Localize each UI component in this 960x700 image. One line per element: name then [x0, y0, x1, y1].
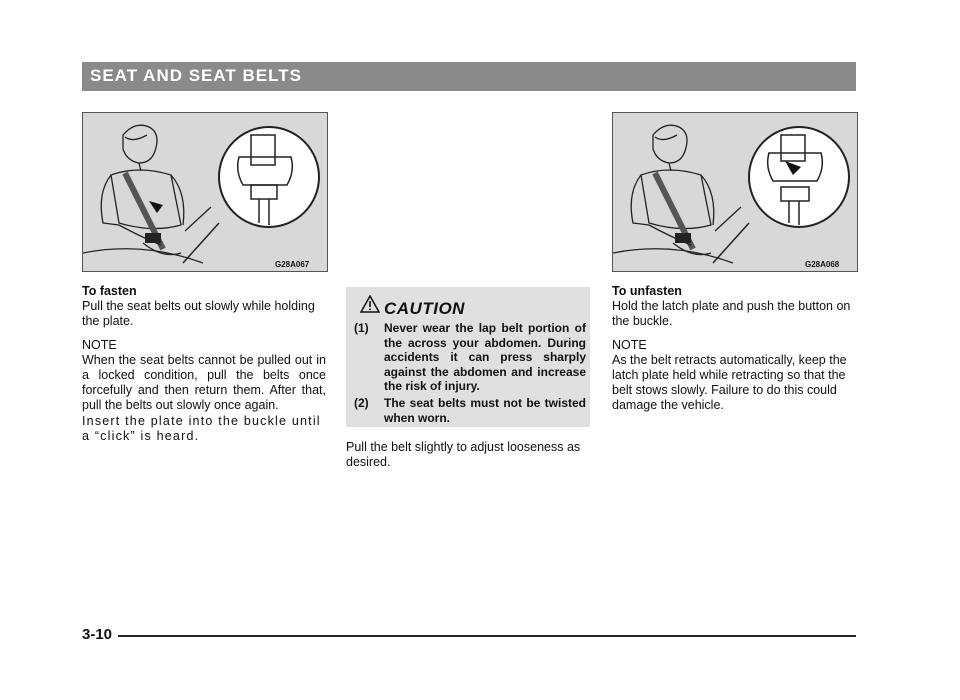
- fasten-intro: Pull the seat belts out slowly while holding the plate.: [82, 299, 315, 329]
- figure-code: G28A067: [275, 260, 310, 269]
- section-title: SEAT AND SEAT BELTS: [90, 66, 302, 85]
- caution-list: [354, 321, 586, 427]
- fasten-note-text: When the seat belts cannot be pulled out in a locked condition, pull the belts once forcefully and then return them. After that, pull the belts out slowly once again.: [82, 352, 326, 413]
- footer-rule: [118, 635, 856, 637]
- caution-item-text: The seat belts must not be twisted when worn.: [384, 395, 586, 425]
- caution-item-number: (1): [354, 321, 369, 335]
- warning-triangle-icon: [360, 295, 380, 313]
- seat-belt-unfasten-illustration-icon: [613, 113, 857, 271]
- unfasten-note-label: NOTE: [612, 337, 647, 352]
- page-number: 3-10: [82, 626, 113, 643]
- adjust-text: Pull the belt slightly to adjust looseness as desired.: [346, 440, 581, 470]
- figure-fasten: [82, 112, 328, 272]
- caution-item-number: (2): [354, 395, 369, 410]
- caution-item: [354, 396, 586, 425]
- unfasten-note-text: As the belt retracts automatically, keep the latch plate held while retracting so that the belt stows slowly. Failure to do this could damage the vehicle.: [612, 352, 847, 413]
- caution-title: CAUTION: [384, 299, 465, 318]
- caution-box: [346, 287, 590, 427]
- figure-code: G28A068: [805, 260, 840, 269]
- seat-belt-fasten-illustration-icon: [83, 113, 327, 271]
- unfasten-intro: Hold the latch plate and push the button on the buckle.: [612, 299, 851, 329]
- fasten-note-label: NOTE: [82, 337, 117, 352]
- unfasten-section: [612, 284, 856, 414]
- figure-unfasten: [612, 112, 858, 272]
- adjust-section: [346, 440, 590, 470]
- fasten-insert-text: Insert the plate into the buckle until a “click” is heard.: [82, 413, 321, 443]
- fasten-section: [82, 284, 326, 444]
- section-header: [82, 62, 856, 91]
- fasten-heading: To fasten: [82, 284, 137, 298]
- caution-item-text: Never wear the lap belt portion of the across your abdomen. During accidents it can press sharply against the abdomen and increase the risk of injury.: [384, 321, 586, 394]
- caution-item: [354, 321, 586, 394]
- unfasten-heading: To unfasten: [612, 284, 682, 298]
